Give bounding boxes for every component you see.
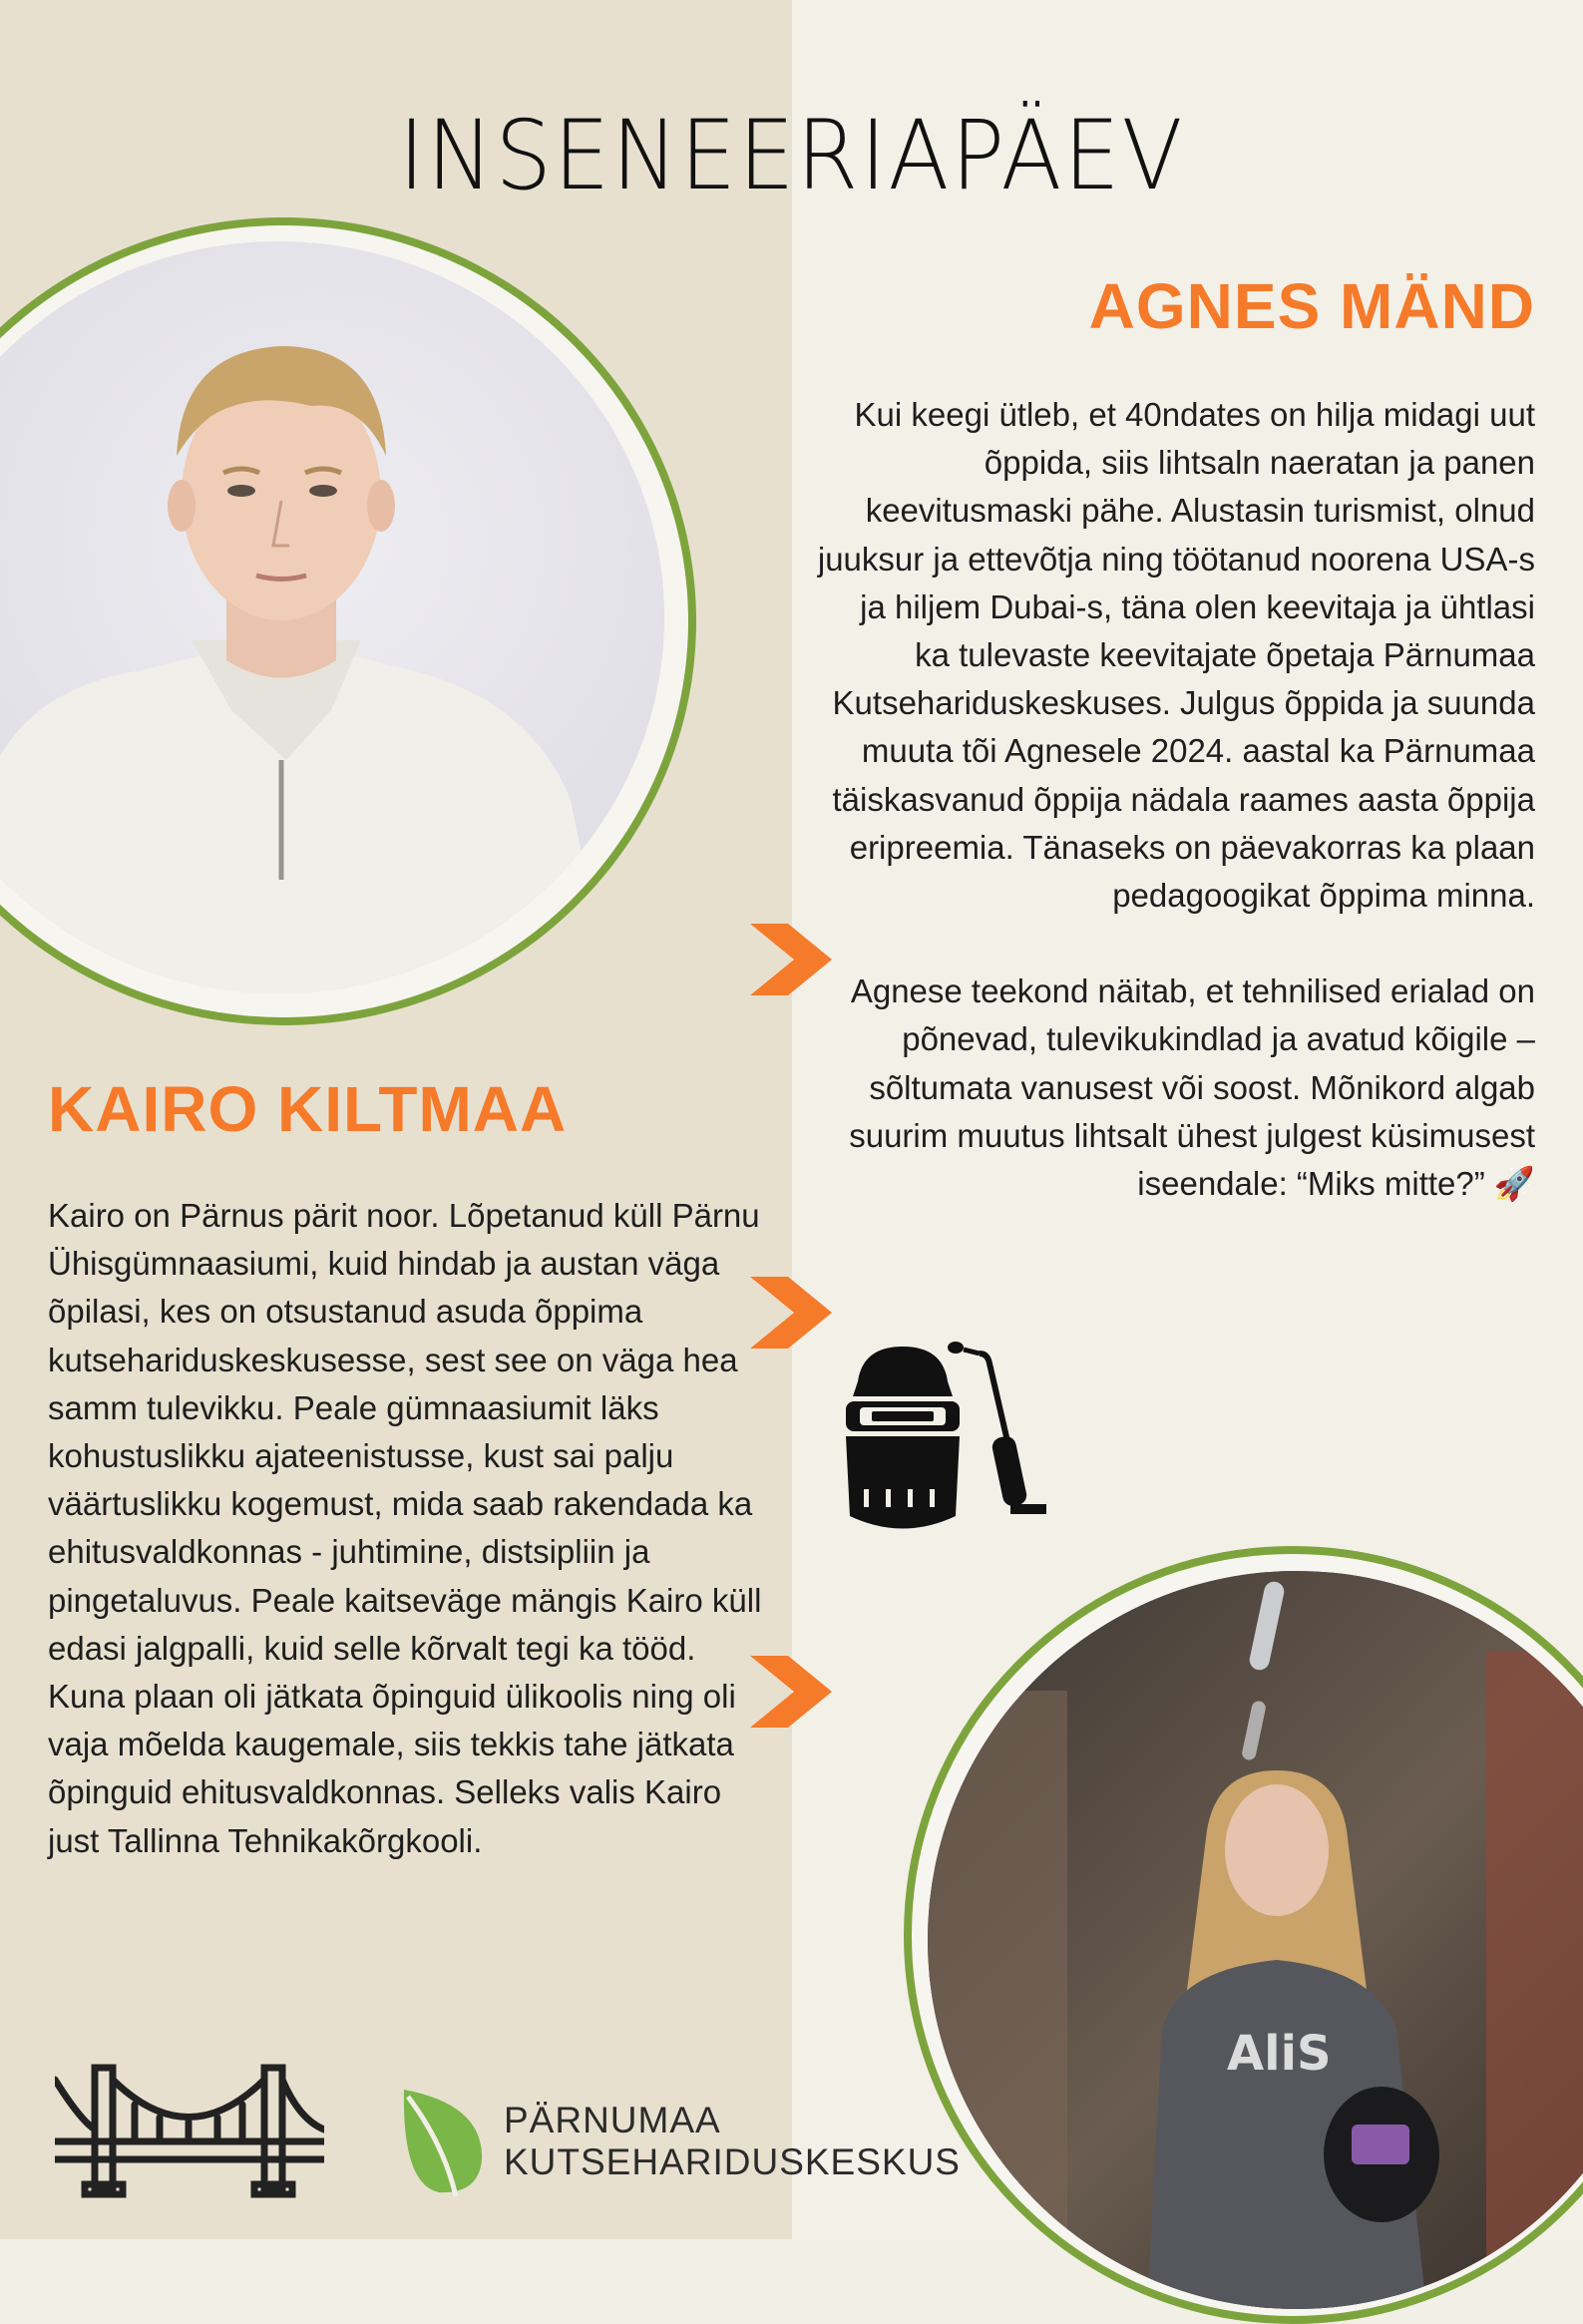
- orange-chevron-icon: [750, 1277, 832, 1349]
- kairo-story: [48, 1192, 766, 1865]
- svg-text:AliS: AliS: [1227, 2026, 1332, 2082]
- orange-chevron-icon: [750, 1656, 832, 1728]
- bridge-icon: [55, 2060, 324, 2199]
- orange-chevron-icon: [750, 924, 832, 995]
- kairo-name-heading: KAIRO KILTMAA: [48, 1073, 568, 1145]
- agnes-name-heading: AGNES MÄND: [1088, 270, 1535, 342]
- logo-line-1: PÄRNUMAA: [504, 2100, 721, 2140]
- page-title: INSENEERIAPÄEV: [398, 100, 1185, 211]
- logo-line-2: KUTSEHARIDUSKESKUS: [504, 2141, 961, 2182]
- agnes-paragraph-2: Agnese teekond näitab, et tehnilised erialad on põnevad, tulevikukindlad ja avatud kõigile – sõltumata vanusest või soost. Mõnikord algab suurim muutus lihtsalt ühest julgest küsimusest iseendale: “Miks mitte?” 🚀: [849, 972, 1535, 1203]
- agnes-story: [817, 391, 1535, 1208]
- welding-mask-icon: [828, 1342, 1057, 1541]
- kairo-paragraph-1: Kairo on Pärnus pärit noor. Lõpetanud küll Pärnu Ühisgümnaasiumi, kuid hindab ja austan väga õpilasi, kes on otsustanud asuda õppima kutsehariduskeskusesse, sest see on väga hea samm tulevikku. Peale gümnaasiumit läks kohustuslikku ajateenistusse, kust sai palju väärtuslikku kogemust, mida saab rakendada ka ehitusvaldkonnas - juhtimine, distsipliin ja pingetaluvus. Peale kaitseväge mängis Kairo küll edasi jalgpalli, kuid selle kõrvalt tegi ka tööd.: [48, 1197, 762, 1667]
- school-logo-text: [504, 2100, 961, 2183]
- agnes-paragraph-1: Kui keegi ütleb, et 40ndates on hilja midagi uut õppida, siis lihtsaln naeratan ja panen keevitusmaski pähe. Alustasin turismist, olnud juuksur ja ettevõtja ning töötanud noorena USA-s ja hiljem Dubai-s, täna olen keevitaja ja ühtlasi ka tulevaste keevitajate õpetaja Pärnumaa Kutsehariduskeskuses. Julgus õppida ja suunda muuta tõi Agnesele 2024. aastal ka Pärnumaa täiskasvanud õppija nädala raames aasta õppija eripreemia. Tänaseks on päevakorras ka plaan pedagoogikat õppima minna.: [817, 396, 1535, 915]
- leaf-logo-icon: [394, 2085, 489, 2199]
- kairo-paragraph-2: Kuna plaan oli jätkata õpinguid ülikoolis ning oli vaja mõelda kaugemale, siis tekkis tahe jätkata õpinguid ehitusvaldkonnas. Selleks valis Kairo just Tallinna Tehnikakõrgkooli.: [48, 1678, 736, 1859]
